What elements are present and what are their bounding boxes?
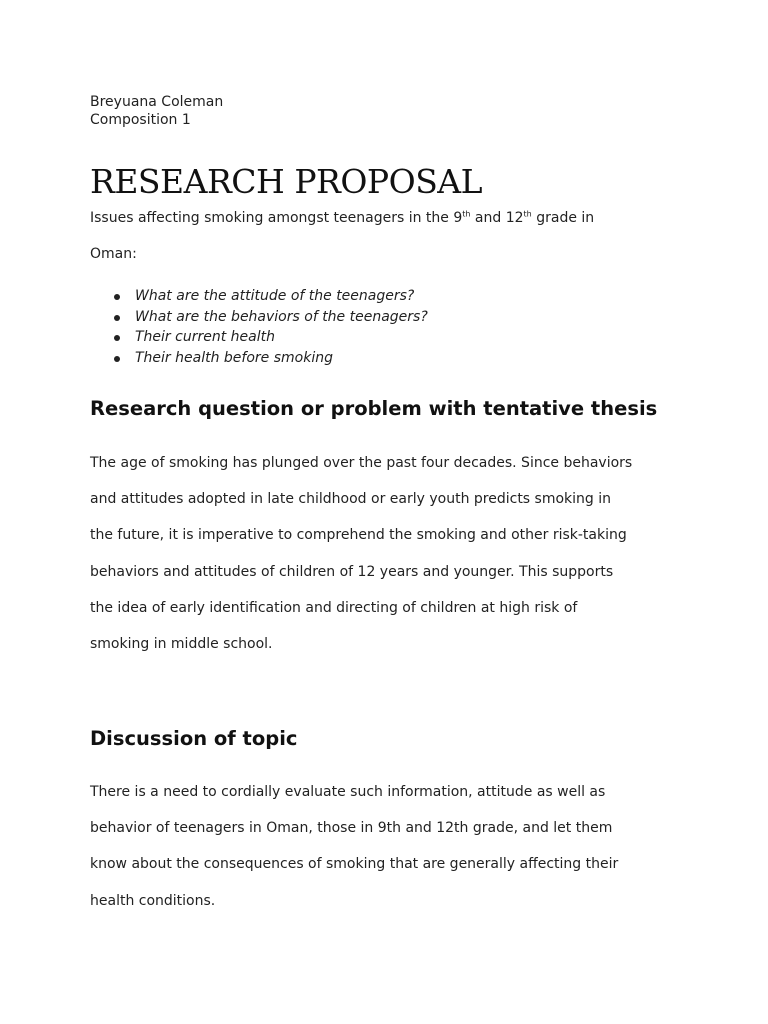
list-item-text: Their health before smoking [135,349,333,366]
section-paragraph-discussion [90,774,690,919]
bullet-icon [114,335,120,341]
subtitle-line-2: Oman: [90,246,137,262]
course-name: Composition 1 [90,112,191,128]
subtitle-text-part3: grade in [531,210,595,226]
paragraph-line: health conditions. [90,892,216,909]
bullet-icon [114,356,120,362]
subtitle-text-part1: Issues affecting smoking amongst teenagers in the 9 [90,210,463,226]
author-name: Breyuana Coleman [90,94,224,110]
list-item-text: What are the attitude of the teenagers? [135,288,415,304]
section-heading-research-question: Research question or problem with tentative thesis [90,397,658,420]
paragraph-line: behavior of teenagers in Oman, those in 9th and 12th grade, and let them [90,820,613,837]
document-title: RESEARCH PROPOSAL [90,162,483,201]
list-item [90,327,428,348]
bullet-icon [114,294,120,300]
subtitle-sup-12th: th [523,209,532,219]
paragraph-line: There is a need to cordially evaluate such information, attitude as well as [90,784,606,800]
document-subtitle [90,200,690,272]
question-list [90,286,428,368]
list-item [90,348,428,369]
paragraph-line: The age of smoking has plunged over the past four decades. Since behaviors [90,455,633,471]
bullet-icon [114,315,120,321]
paragraph-line: smoking in middle school. [90,636,273,653]
section-heading-discussion: Discussion of topic [90,727,298,750]
author-block [90,93,223,129]
list-item [90,307,428,328]
paragraph-line: the future, it is imperative to comprehend the smoking and other risk-taking [90,527,627,544]
paragraph-line: and attitudes adopted in late childhood or early youth predicts smoking in [90,491,612,508]
list-item [90,286,428,307]
paragraph-line: know about the consequences of smoking that are generally affecting their [90,856,619,873]
paragraph-line: the idea of early identification and directing of children at high risk of [90,599,578,616]
subtitle-text-part2: and 12 [470,210,524,226]
section-paragraph-research-question [90,445,690,662]
subtitle-sup-9th: th [462,209,471,219]
list-item-text: Their current health [135,329,275,345]
list-item-text: What are the behaviors of the teenagers? [135,308,428,325]
paragraph-line: behaviors and attitudes of children of 12 years and younger. This supports [90,563,614,580]
